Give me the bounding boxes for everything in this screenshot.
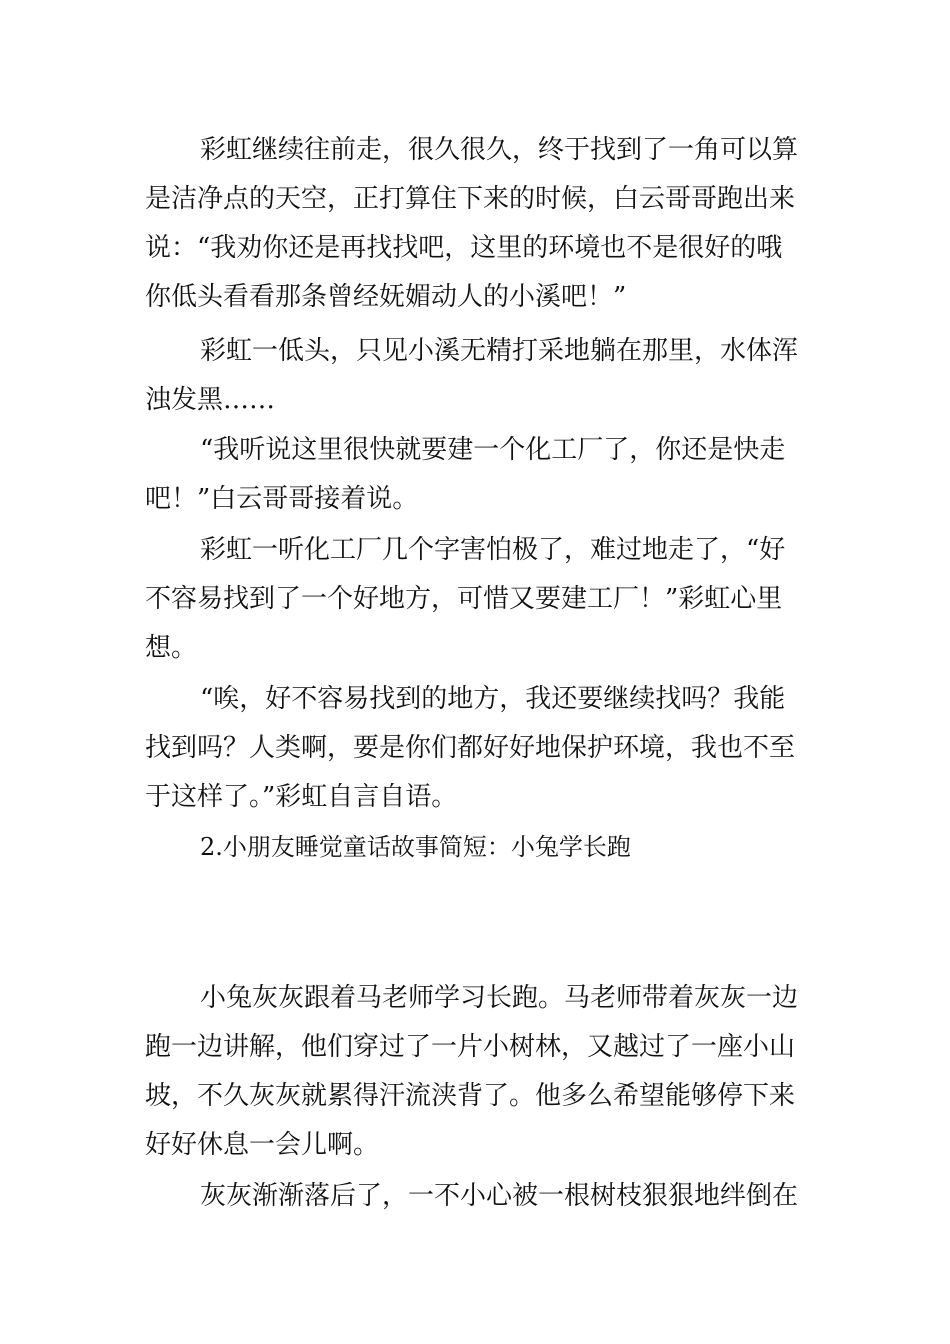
text-line: 好好休息一会儿啊。 [145,1130,380,1160]
text-line: 你低头看看那条曾经妩媚动人的小溪吧！” [145,282,627,312]
text-line: 彩虹继续往前走，很久很久，终于找到了一角可以算 [200,135,799,165]
text-line: 坡，不久灰灰就累得汗流浃背了。他多么希望能够停下来 [145,1081,796,1111]
text-line: 说：“我劝你还是再找找吧，这里的环境也不是很好的哦 [145,233,783,263]
text-line: 浊发黑…… [145,385,276,415]
text-line: 跑一边讲解，他们穿过了一片小树林，又越过了一座小山 [145,1032,796,1062]
text-line: 想。 [145,633,198,663]
text-line: 不容易找到了一个好地方，可惜又要建工厂！”彩虹心里 [145,584,783,614]
text-line: 找到吗？人类啊，要是你们都好好地保护环境，我也不至 [145,733,796,763]
text-line: 是洁净点的天空，正打算住下来的时候，白云哥哥跑出来 [145,184,796,214]
text-line: 彩虹一听化工厂几个字害怕极了，难过地走了，“好 [200,535,786,565]
text-line: 于这样了。”彩虹自言自语。 [145,782,458,812]
text-line: “唉，好不容易找到的地方，我还要继续找吗？我能 [200,684,786,714]
text-line: 吧！”白云哥哥接着说。 [145,484,419,514]
text-line: “我听说这里很快就要建一个化工厂了，你还是快走 [200,435,786,465]
text-line: 彩虹一低头，只见小溪无精打采地躺在那里，水体浑 [200,336,799,366]
text-line: 灰灰渐渐落后了，一不小心被一根树枝狠狠地绊倒在 [200,1181,799,1211]
section-heading: 2.小朋友睡觉童话故事简短：小兔学长跑 [200,833,631,861]
text-line: 小兔灰灰跟着马老师学习长跑。马老师带着灰灰一边 [200,983,799,1013]
